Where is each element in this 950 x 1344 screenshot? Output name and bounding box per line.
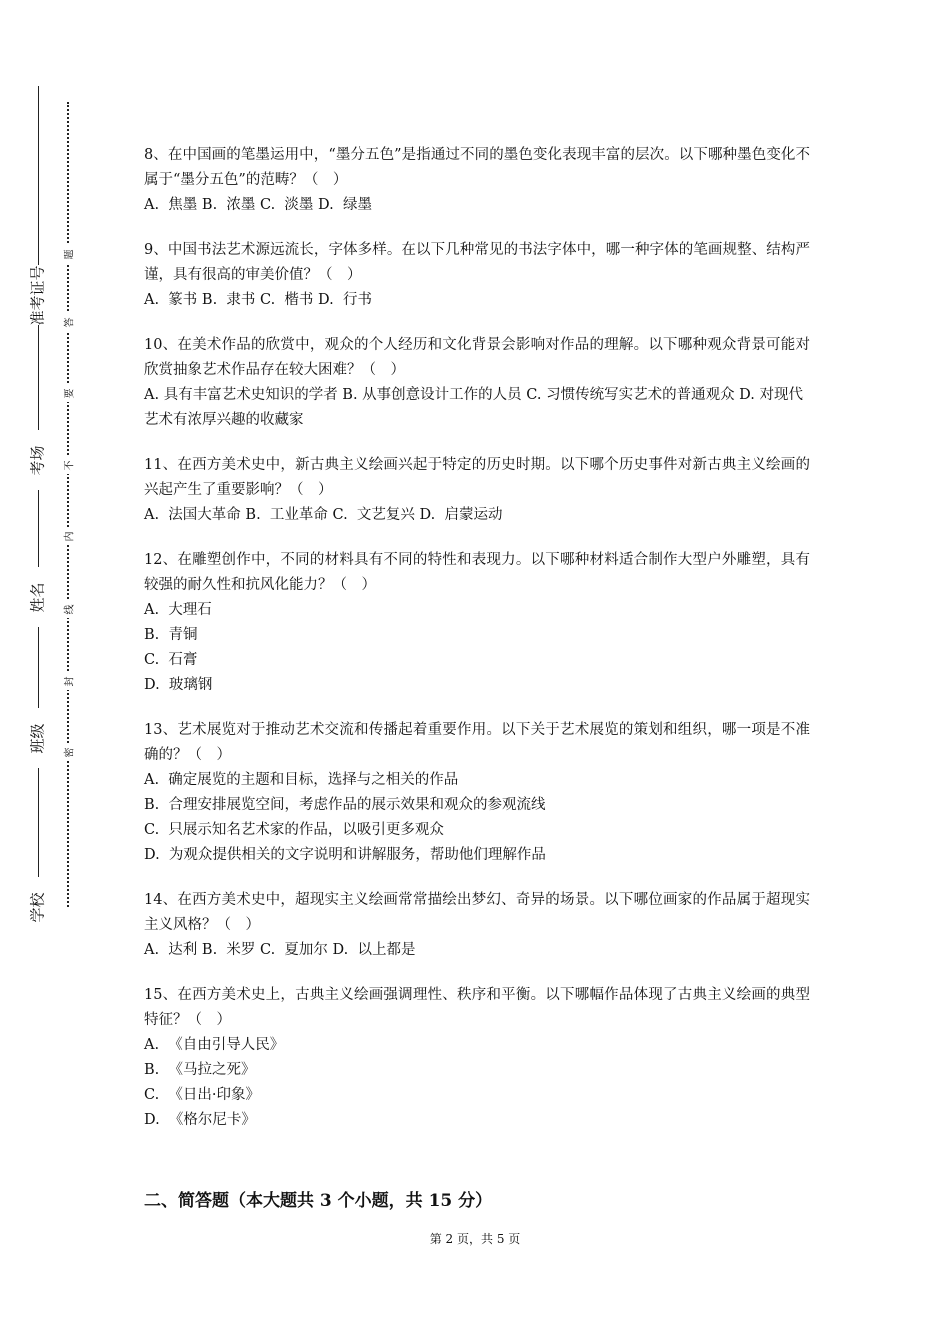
question-15 — [144, 983, 810, 1133]
field-exam-room: 考场 — [22, 430, 52, 490]
section-title: 二、简答题（本大题共 3 个小题，共 15 分） — [144, 1191, 493, 1211]
option-a: A. 《自由引导人民》 — [144, 1037, 285, 1053]
option-b: B. 合理安排展览空间，考虑作品的展示效果和观众的参观流线 — [144, 797, 546, 813]
option-b: B. 《马拉之死》 — [144, 1062, 256, 1078]
question-options: A. 篆书 B. 隶书 C. 楷书 D. 行书 — [144, 292, 372, 308]
seal-char: 封 — [59, 672, 77, 690]
margin-dotted-line — [67, 102, 69, 907]
option-c: C. 只展示知名艺术家的作品，以吸引更多观众 — [144, 822, 444, 838]
question-stem: 14、在西方美术史中，超现实主义绘画常常描绘出梦幻、奇异的场景。以下哪位画家的作品属于超现实主义风格？（ ） — [144, 892, 810, 933]
question-stem: 9、中国书法艺术源远流长，字体多样。在以下几种常见的书法字体中，哪一种字体的笔画规整、结构严谨，具有很高的审美价值？（ ） — [144, 242, 810, 283]
question-stem: 10、在美术作品的欣赏中，观众的个人经历和文化背景会影响对作品的理解。以下哪种观众背景可能对欣赏抽象艺术作品存在较大困难？（ ） — [144, 337, 810, 378]
binding-margin — [0, 0, 120, 1344]
question-stem: 11、在西方美术史中，新古典主义绘画兴起于特定的历史时期。以下哪个历史事件对新古典主义绘画的兴起产生了重要影响？（ ） — [144, 457, 810, 498]
question-10 — [144, 333, 810, 433]
question-list — [144, 143, 810, 1153]
question-12 — [144, 548, 810, 698]
field-school: 学校 — [22, 877, 52, 937]
option-a: A. 大理石 — [144, 602, 212, 618]
question-options: A. 达利 B. 米罗 C. 夏加尔 D. 以上都是 — [144, 942, 416, 958]
option-b: B. 青铜 — [144, 627, 198, 643]
seal-char: 密 — [59, 743, 77, 761]
question-11 — [144, 453, 810, 528]
seal-char: 不 — [59, 456, 77, 474]
page-footer: 第 2 页，共 5 页 — [429, 1232, 521, 1246]
question-options: A. 法国大革命 B. 工业革命 C. 文艺复兴 D. 启蒙运动 — [144, 507, 503, 523]
option-d: D. 《格尔尼卡》 — [144, 1112, 256, 1128]
question-options: A. 具有丰富艺术史知识的学者 B. 从事创意设计工作的人员 C. 习惯传统写实艺术的普通观众 D. 对现代艺术有浓厚兴趣的收藏家 — [144, 387, 804, 428]
field-exam-number: 准考证号 — [22, 265, 52, 325]
option-c: C. 石膏 — [144, 652, 198, 668]
question-8 — [144, 143, 810, 218]
seal-char: 题 — [59, 245, 77, 263]
question-stem: 12、在雕塑创作中，不同的材料具有不同的特性和表现力。以下哪种材料适合制作大型户外雕塑，具有较强的耐久性和抗风化能力？（ ） — [144, 552, 810, 593]
seal-char: 答 — [59, 313, 77, 331]
question-13 — [144, 718, 810, 868]
seal-char: 线 — [59, 600, 77, 618]
question-14 — [144, 888, 810, 963]
question-stem: 15、在西方美术史上，古典主义绘画强调理性、秩序和平衡。以下哪幅作品体现了古典主义绘画的典型特征？（ ） — [144, 987, 810, 1028]
option-a: A. 确定展览的主题和目标，选择与之相关的作品 — [144, 772, 459, 788]
margin-solid-line — [38, 86, 39, 916]
option-d: D. 为观众提供相关的文字说明和讲解服务，帮助他们理解作品 — [144, 847, 546, 863]
option-d: D. 玻璃钢 — [144, 677, 213, 693]
seal-char: 内 — [59, 527, 77, 545]
seal-char: 要 — [59, 384, 77, 402]
field-name: 姓名 — [22, 567, 52, 627]
question-stem: 13、艺术展览对于推动艺术交流和传播起着重要作用。以下关于艺术展览的策划和组织，哪一项是不准确的？（ ） — [144, 722, 810, 763]
question-9 — [144, 238, 810, 313]
question-options: A. 焦墨 B. 浓墨 C. 淡墨 D. 绿墨 — [144, 197, 372, 213]
option-c: C. 《日出·印象》 — [144, 1087, 261, 1103]
question-stem: 8、在中国画的笔墨运用中，“墨分五色”是指通过不同的墨色变化表现丰富的层次。以下哪种墨色变化不属于“墨分五色”的范畴？（ ） — [144, 147, 810, 188]
field-class: 班级 — [22, 708, 52, 768]
